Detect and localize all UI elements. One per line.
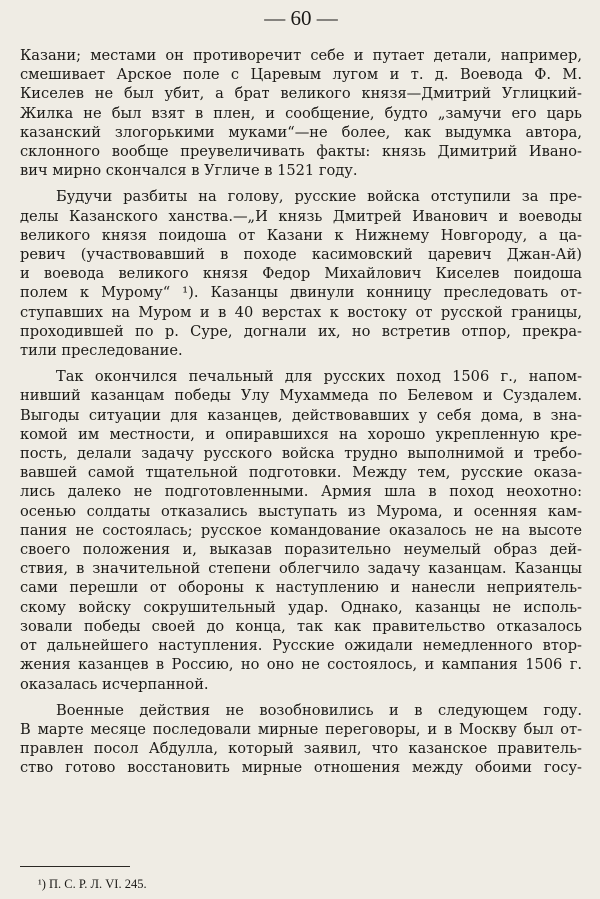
text-line: зовали победы своей до конца, так как правительство отказалось [20,617,582,635]
paragraph-2 [20,187,582,360]
text-line: своего положения и, выказав поразительно неумелый образ дей- [20,541,582,559]
text-line: вавшей самой тщательной подготовки. Между тем, русские оказа- [20,464,582,482]
text-line: осенью солдаты отказались выступать из Мурома, и осенняя кам- [20,502,582,520]
text-line: и воевода великого князя Федор Михайлович Киселев поидоша [20,265,582,283]
text-line: Киселев не был убит, а брат великого князя—Дмитрий Углицкий- [20,85,582,103]
text-line: вич мирно скончался в Угличе в 1521 году. [20,162,358,180]
text-line: пость, делали задачу русского войска трудно выполнимой и требо- [20,445,582,463]
text-line: правлен посол Абдулла, который заявил, что казанское правитель- [20,740,582,758]
text-line: тили преследование. [20,342,183,360]
text-line: Военные действия не возобновились и в следующем году. [56,701,582,719]
page-number: — 60 — [264,6,338,30]
text-line: лись далеко не подготовленными. Армия шла в поход неохотно: [20,483,582,501]
text-line: жения казанцев в Россию, но оно не состоялось, и кампания 1506 г. [20,656,582,674]
body-text [20,46,582,778]
text-line: склонного вообще преувеличивать факты: князь Димитрий Ивано- [20,143,582,161]
text-line: полем к Мурому“ ¹). Казанцы двинули конницу преследовать от- [20,284,582,302]
text-line: казанский злогорькими муками“—не более, как выдумка автора, [20,123,582,141]
text-line: от дальнейшего наступления. Русские ожидали немедленного втор- [20,637,582,655]
text-line: Жилка не был взят в плен, и сообщение, будто „замучи его царь [20,104,582,122]
text-line: пания не состоялась; русское командование оказалось не на высоте [20,521,582,539]
text-line: Будучи разбиты на голову, русские войска отступили за пре- [56,188,582,206]
text-line: великого князя поидоша от Казани к Нижнему Новгороду, а ца- [20,226,582,244]
text-line: Казани; местами он противоречит себе и путает детали, например, [20,47,582,64]
text-line: ступавших на Муром и в 40 верстах к востоку от русской границы, [20,303,582,321]
text-line: ствия, в значительной степени облегчило задачу казанцам. Казанцы [20,560,582,578]
text-line: скому войску сокрушительный удар. Однако, казанцы не исполь- [20,598,582,616]
text-line: проходившей по р. Суре, догнали их, но встретив отпор, прекра- [20,322,582,340]
paragraph-1 [20,46,582,180]
text-line: Так окончился печальный для русских поход 1506 г., напом- [56,368,582,386]
footnote: ¹) П. С. Р. Л. VI. 245. [38,877,147,891]
paragraph-3 [20,367,582,693]
text-line: ревич (участвовавший в походе касимовский царевич Джан-Ай) [20,246,582,264]
text-line: смешивает Арское поле с Царевым лугом и т. д. Воевода Ф. М. [20,66,582,84]
text-line: делы Казанского ханства.—„И князь Дмитрей Иванович и воеводы [20,207,582,225]
text-line: комой им местности, и опиравшихся на хорошо укрепленную кре- [20,425,582,443]
text-line: сами перешли от обороны к наступлению и нанесли неприятель- [20,579,582,597]
text-line: В марте месяце последовали мирные переговоры, и в Москву был от- [20,720,582,738]
paragraph-4 [20,701,582,778]
text-line: Выгоды ситуации для казанцев, действовавших у себя дома, в зна- [20,406,582,424]
text-line: ство готово восстановить мирные отношения между обоими госу- [20,759,582,777]
text-line: нивший казанцам победы Улу Мухаммеда по Белевом и Суздалем. [20,387,582,405]
text-line: оказалась исчерпанной. [20,675,209,693]
footnote-divider [20,866,130,867]
